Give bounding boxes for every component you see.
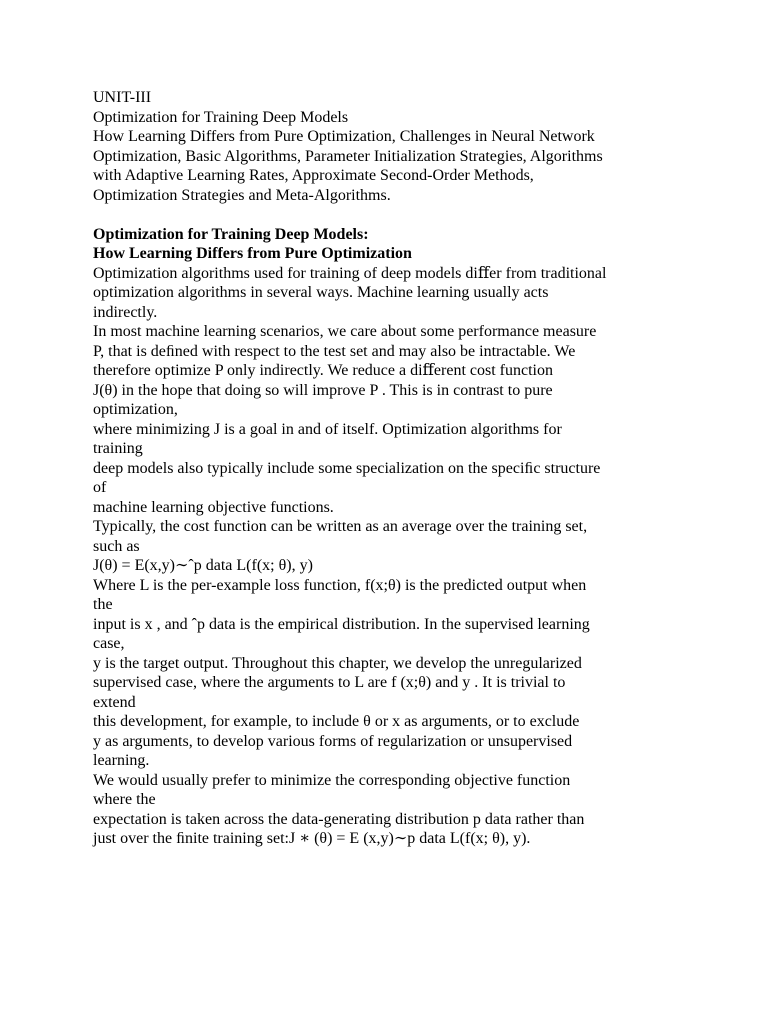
section-heading: Optimization for Training Deep Models:: [93, 225, 369, 243]
body-line: deep models also typically include some specialization on the speciﬁc structure: [93, 459, 601, 477]
body-line: Where L is the per-example loss function, f(x;θ) is the predicted output when: [93, 576, 587, 594]
body-line: supervised case, where the arguments to L are f (x;θ) and y . It is trivial to: [93, 674, 566, 691]
body-line: J(θ) in the hope that doing so will improve P . This is in contrast to pure: [93, 381, 553, 399]
body-line: the: [93, 596, 113, 613]
unit-title: Optimization for Training Deep Models: [93, 108, 349, 126]
body-line: where minimizing J is a goal in and of itself. Optimization algorithms for: [93, 420, 562, 438]
body-line: optimization algorithms in several ways. Machine learning usually acts: [93, 284, 549, 301]
body-line: indirectly.: [93, 303, 158, 321]
syllabus-line: Optimization Strategies and Meta-Algorithms.: [93, 186, 391, 204]
syllabus-line: Optimization, Basic Algorithms, Parameter Initialization Strategies, Algorithms: [93, 147, 603, 165]
paragraph-gap: [93, 205, 693, 225]
body-line: learning.: [93, 752, 150, 769]
body-line: machine learning objective functions.: [93, 498, 334, 516]
section-subheading: How Learning Differs from Pure Optimization: [93, 245, 412, 262]
body-text: [93, 264, 693, 849]
body-line: therefore optimize P only indirectly. We reduce a diﬀerent cost function: [93, 362, 553, 379]
syllabus-line: How Learning Differs from Pure Optimization, Challenges in Neural Network: [93, 128, 595, 145]
formula-line: just over the ﬁnite training set:J ∗ (θ) = E (x,y)∼p data L(f(x; θ), y).: [93, 830, 531, 847]
body-line: of: [93, 479, 107, 496]
body-line: y is the target output. Throughout this chapter, we develop the unregularized: [93, 654, 582, 672]
syllabus-line: with Adaptive Learning Rates, Approximate Second-Order Methods,: [93, 167, 534, 184]
body-line: this development, for example, to include θ or x as arguments, or to exclude: [93, 713, 580, 730]
document-content: [93, 88, 693, 849]
formula-line: J(θ) = E(x,y)∼ˆp data L(f(x; θ), y): [93, 557, 313, 574]
body-line: We would usually prefer to minimize the corresponding objective function: [93, 771, 571, 789]
body-line: training: [93, 440, 143, 457]
body-line: In most machine learning scenarios, we care about some performance measure: [93, 323, 597, 340]
body-line: extend: [93, 693, 136, 711]
body-line: Optimization algorithms used for training of deep models diﬀer from traditional: [93, 264, 607, 282]
body-line: input is x , and ˆp data is the empirical distribution. In the supervised learning: [93, 615, 590, 633]
body-line: optimization,: [93, 401, 178, 418]
body-line: case,: [93, 635, 125, 652]
body-line: such as: [93, 537, 140, 555]
body-line: P, that is deﬁned with respect to the test set and may also be intractable. We: [93, 342, 576, 360]
body-line: expectation is taken across the data-generating distribution p data rather than: [93, 810, 585, 828]
body-line: where the: [93, 791, 156, 808]
body-line: Typically, the cost function can be written as an average over the training set,: [93, 518, 588, 535]
body-line: y as arguments, to develop various forms of regularization or unsupervised: [93, 732, 573, 750]
unit-label: UNIT-III: [93, 89, 152, 106]
